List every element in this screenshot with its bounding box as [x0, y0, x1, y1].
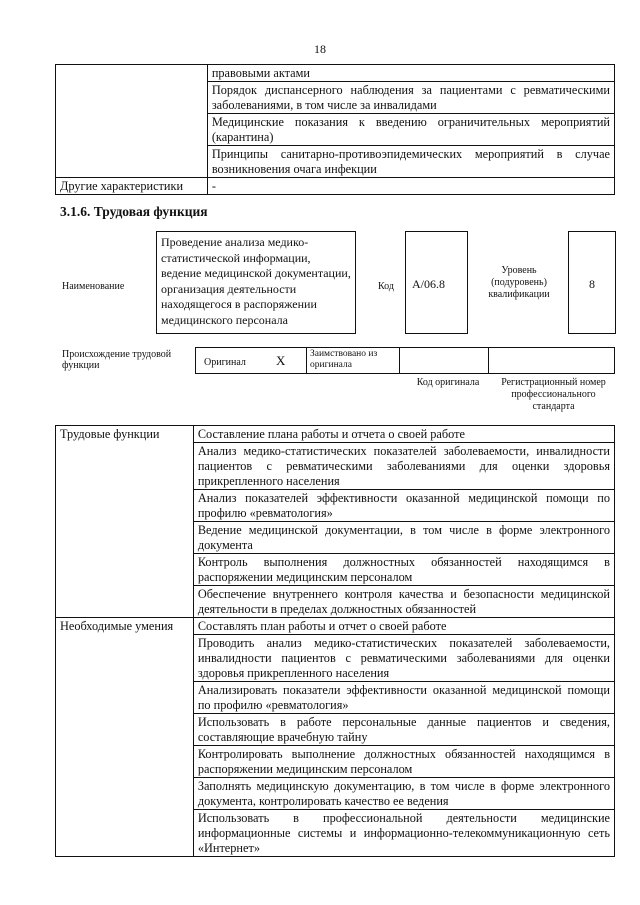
labor-functions-label: Трудовые функции [56, 426, 194, 618]
origin-row [195, 347, 615, 374]
other-characteristics-label: Другие характеристики [56, 178, 208, 195]
original-label: Оригинал [204, 357, 246, 368]
list-item: Принципы санитарно-противоэпидемических мероприятий в случае возникновения очага инфекции [207, 146, 614, 178]
list-item: Контроль выполнения должностных обязанностей находящимся в распоряжении медицинским персоналом [193, 554, 614, 586]
list-item: Составлять план работы и отчет о своей работе [193, 618, 614, 635]
borrowed-label: Заимствовано из оригинала [310, 349, 378, 370]
empty-label-cell [56, 65, 208, 178]
functions-table [55, 425, 615, 857]
list-item: Обеспечение внутреннего контроля качества и безопасности медицинской деятельности в пределах должностных обязанностей [193, 586, 614, 618]
list-item: Заполнять медицинскую документацию, в том числе в форме электронного документа, контролировать качество ее ведения [193, 778, 614, 810]
list-item: Использовать в профессиональной деятельности медицинские информационные системы и информационно-телекоммуникационную сеть «Интернет» [193, 810, 614, 857]
list-item: Проводить анализ медико-статистических показателей заболеваемости, инвалидности пациентов с ревматическими заболеваниями для оценки здоровья прикрепленного населения [193, 635, 614, 682]
divider [306, 348, 307, 373]
table-row [56, 426, 615, 443]
reg-number-caption: Регистрационный номер профессионального стандарта [501, 377, 606, 412]
level-label: Уровень (подуровень) квалификации [488, 265, 550, 300]
list-item: Анализ показателей эффективности оказанной медицинской помощи по профилю «ревматология» [193, 490, 614, 522]
list-item: правовыми актами [207, 65, 614, 82]
list-item: Медицинские показания к введению ограничительных мероприятий (карантина) [207, 114, 614, 146]
list-item: Анализировать показатели эффективности оказанной медицинской помощи по профилю «ревматология» [193, 682, 614, 714]
list-item: Ведение медицинской документации, в том числе в форме электронного документа [193, 522, 614, 554]
code-box: A/06.8 [405, 231, 468, 334]
origin-label: Происхождение трудовой функции [62, 349, 172, 371]
table-row [56, 178, 615, 195]
required-skills-label: Необходимые умения [56, 618, 194, 857]
table-row [56, 618, 615, 635]
function-name-box: Проведение анализа медико-статистической информации, ведение медицинской документации, организация деятельности находящегося в распоряжении медицинского персонала [156, 231, 356, 334]
divider [399, 348, 400, 373]
list-item: Анализ медико-статистических показателей заболеваемости, инвалидности пациентов с ревматическими заболеваниями для оценки здоровья прикрепленного населения [193, 443, 614, 490]
section-title: 3.1.6. Трудовая функция [60, 204, 208, 219]
name-label: Наименование [62, 281, 125, 292]
list-item: Составление плана работы и отчета о своей работе [193, 426, 614, 443]
level-box: 8 [568, 231, 616, 334]
list-item: Использовать в работе персональные данные пациентов и сведения, составляющие врачебную тайну [193, 714, 614, 746]
list-item: Порядок диспансерного наблюдения за пациентами с ревматическими заболеваниями, в том числе за инвалидами [207, 82, 614, 114]
other-characteristics-value: - [207, 178, 614, 195]
knowledge-table [55, 64, 615, 195]
list-item: Контролировать выполнение должностных обязанностей находящимся в распоряжении медицинским персоналом [193, 746, 614, 778]
page-number: 18 [314, 42, 326, 56]
table-row [56, 65, 615, 82]
original-mark: X [276, 353, 286, 368]
code-original-caption: Код оригинала [416, 377, 480, 388]
code-label: Код [378, 281, 394, 292]
divider [488, 348, 489, 373]
